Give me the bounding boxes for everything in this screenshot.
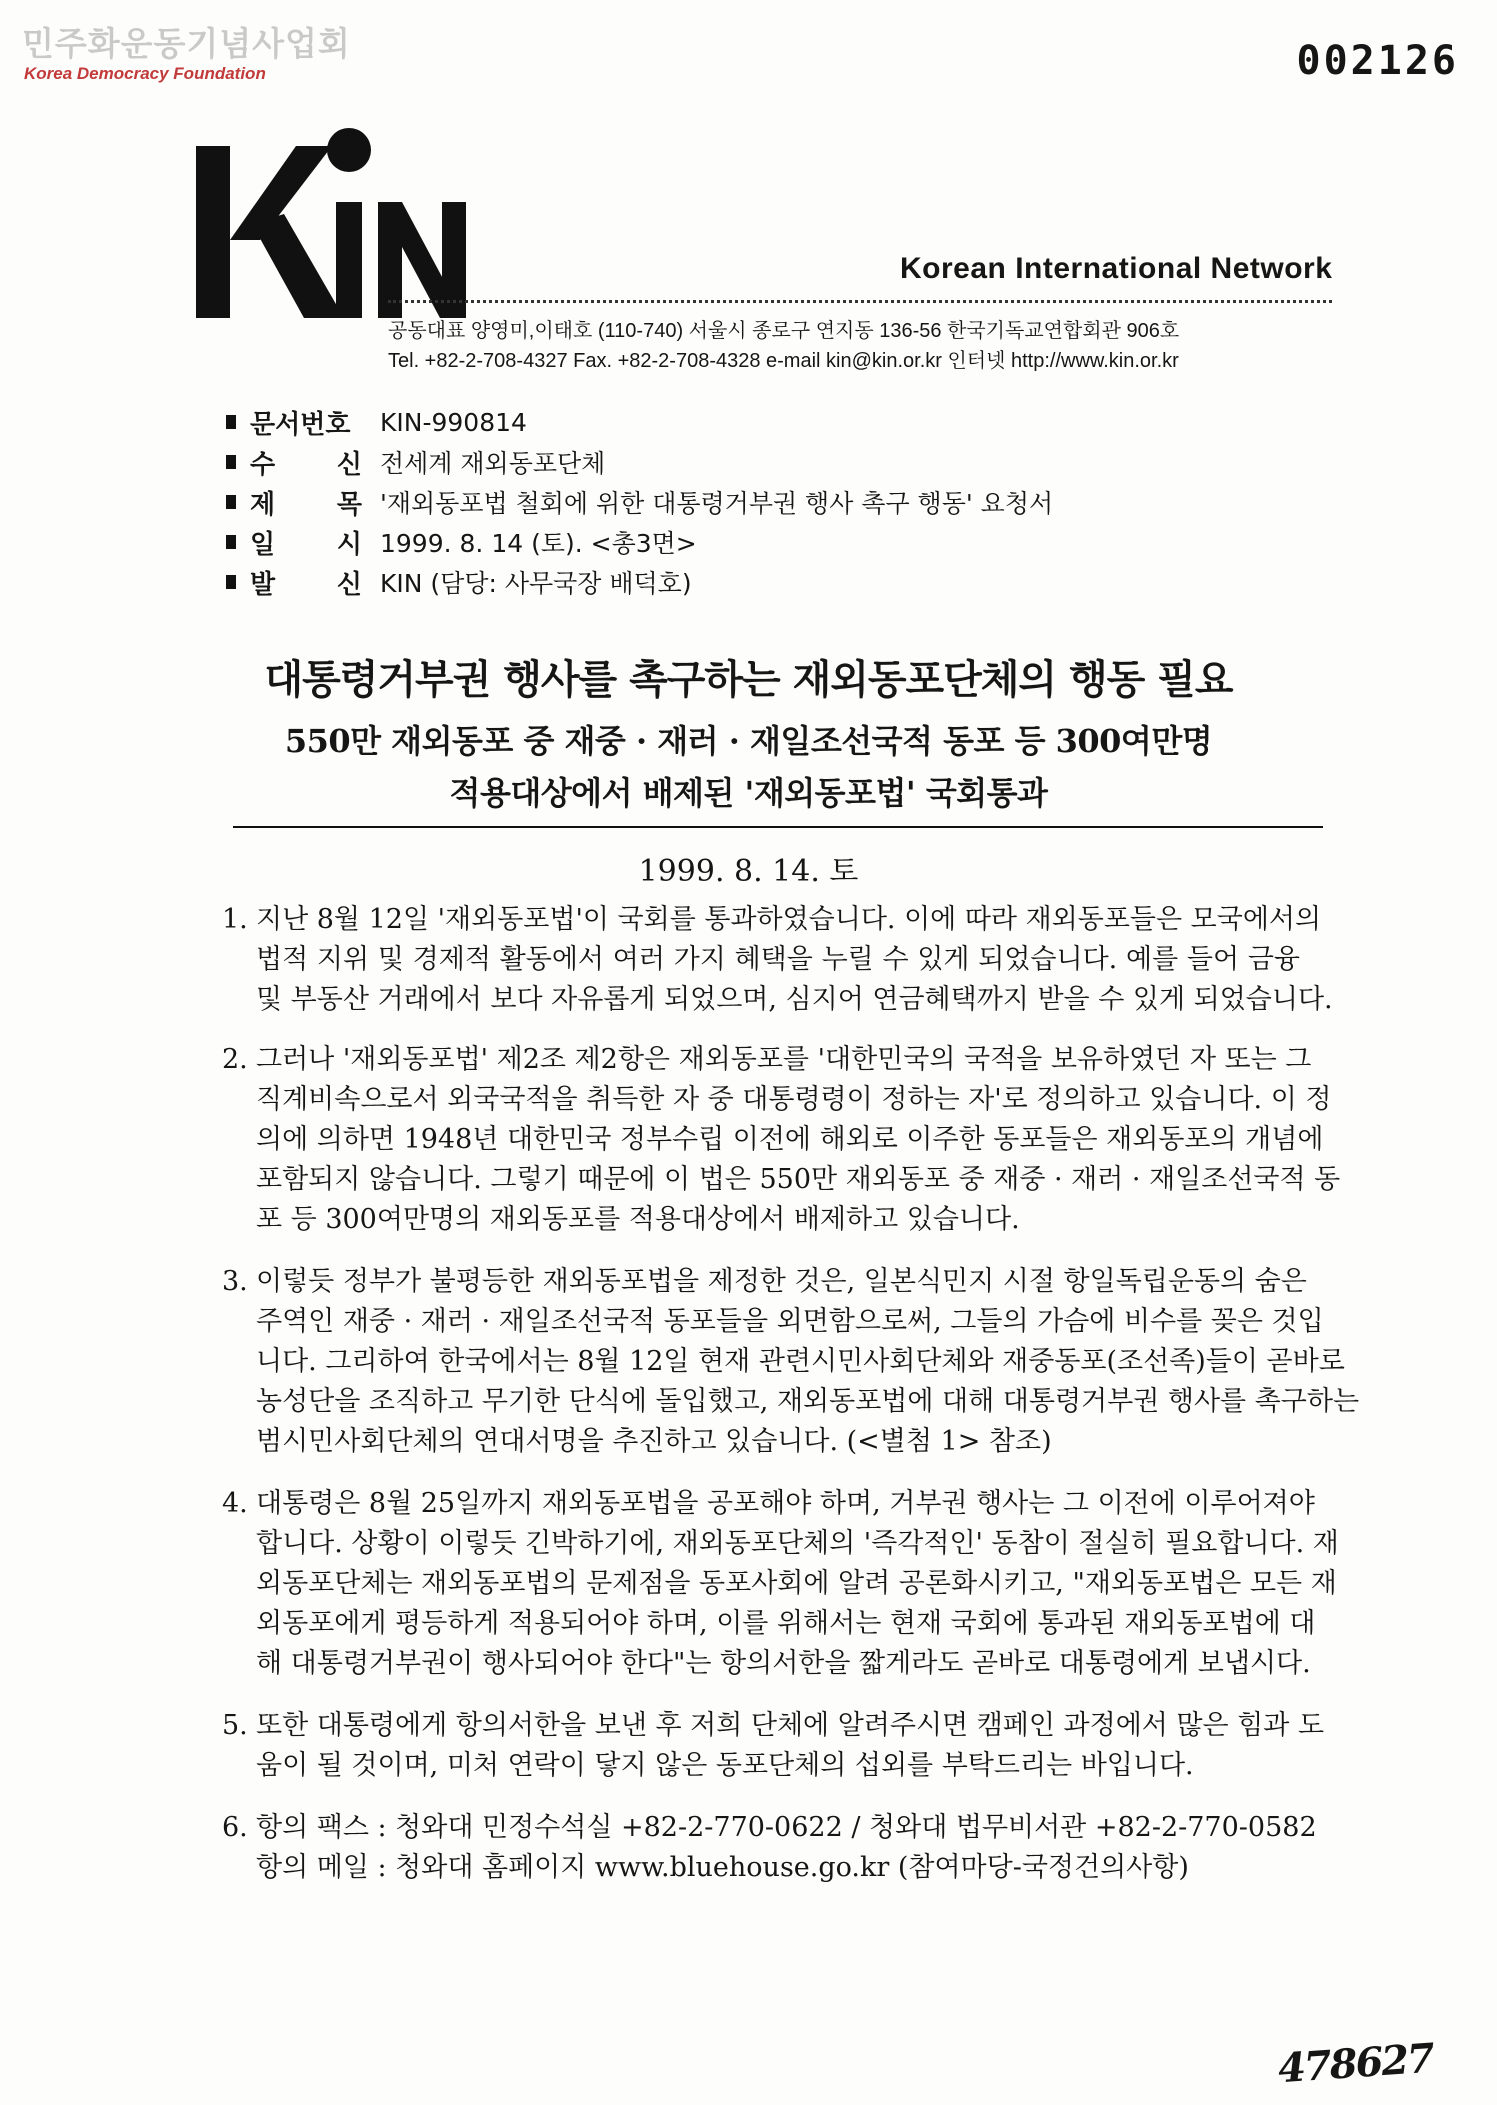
- paragraph-number: 2.: [222, 1044, 248, 1075]
- paragraph-line: 농성단을 조직하고 무기한 단식에 돌입했고, 재외동포법에 대해 대통령거부권 행사를 촉구하는: [256, 1386, 1360, 1417]
- paragraph-3: [222, 1262, 1360, 1462]
- meta-value: KIN-990814: [380, 407, 527, 437]
- paragraph-line: 포 등 300여만명의 재외동포를 적용대상에서 배제하고 있습니다.: [256, 1204, 1020, 1235]
- meta-label: 신: [336, 569, 362, 600]
- paragraph-line: 해 대통령거부권이 행사되어야 한다"는 항의서한을 짧게라도 곧바로 대통령에게 보냅시다.: [256, 1648, 1311, 1679]
- meta-date: [226, 524, 697, 560]
- paragraph-number: 6.: [222, 1812, 248, 1843]
- meta-recipient: [226, 444, 605, 480]
- paragraph-line: 범시민사회단체의 연대서명을 추진하고 있습니다. (<별첨 1> 참조): [256, 1426, 1052, 1457]
- paragraph-line: 니다. 그리하여 한국에서는 8월 12일 현재 관련시민사회단체와 재중동포(조선족)들이 곧바로: [256, 1346, 1345, 1377]
- paragraph-line: 외동포에게 평등하게 적용되어야 하며, 이를 위해서는 현재 국회에 통과된 재외동포법에 대: [256, 1608, 1316, 1639]
- meta-label: 수: [250, 449, 276, 480]
- subheadline: 550만 재외동포 중 재중 · 재러 · 재일조선국적 동포 등 300여만명: [284, 722, 1213, 760]
- meta-label: 시: [336, 529, 362, 560]
- kin-logo: [196, 128, 496, 318]
- headline: 대통령거부권 행사를 촉구하는 재외동포단체의 행동 필요: [264, 657, 1233, 703]
- organization-name: Korean International Network: [900, 252, 1333, 285]
- foundation-watermark: 민주화운동기념사업회: [22, 24, 351, 63]
- paragraph-number: 5.: [222, 1710, 248, 1741]
- title-divider: [233, 826, 1323, 828]
- meta-label: 발: [250, 569, 276, 600]
- organization-address: 공동대표 양영미,이태호 (110-740) 서울시 종로구 연지동 136-56 한국기독교연합회관 906호: [388, 320, 1180, 342]
- meta-label: 문서번호: [250, 409, 351, 440]
- paragraph-line: 지난 8월 12일 '재외동포법'이 국회를 통과하였습니다. 이에 따라 재외동포들은 모국에서의: [256, 904, 1322, 935]
- meta-label: 제: [250, 489, 276, 520]
- paragraph-4: [222, 1484, 1339, 1684]
- header-divider: [388, 300, 1332, 303]
- foundation-watermark-english: Korea Democracy Foundation: [24, 64, 266, 83]
- logo-dot-icon: [327, 128, 371, 172]
- paragraph-line: 또한 대통령에게 항의서한을 보낸 후 저희 단체에 알려주시면 캠페인 과정에서 많은 힘과 도: [256, 1710, 1325, 1741]
- meta-label: 목: [336, 489, 362, 520]
- meta-value: 1999. 8. 14 (토). <총3면>: [380, 529, 697, 558]
- square-bullet-icon: [226, 415, 236, 429]
- square-bullet-icon: [226, 575, 236, 589]
- paragraph-1: [222, 900, 1333, 1020]
- paragraph-line: 의에 의하면 1948년 대한민국 정부수립 이전에 해외로 이주한 동포들은 재외동포의 개념에: [256, 1124, 1324, 1155]
- square-bullet-icon: [226, 455, 236, 469]
- paragraph-line: 움이 될 것이며, 미처 연락이 닿지 않은 동포단체의 섭외를 부탁드리는 바입니다.: [256, 1750, 1194, 1781]
- paragraph-line: 합니다. 상황이 이렇듯 긴박하기에, 재외동포단체의 '즉각적인' 동참이 절실히 필요합니다. 재: [256, 1528, 1339, 1559]
- paragraph-line: 주역인 재중 · 재러 · 재일조선국적 동포들을 외면함으로써, 그들의 가슴에 비수를 꽂은 것입: [256, 1306, 1324, 1337]
- meta-sender: [226, 564, 692, 600]
- paragraph-number: 1.: [222, 904, 248, 935]
- paragraph-2: [222, 1040, 1341, 1240]
- paragraph-line: 대통령은 8월 25일까지 재외동포법을 공포해야 하며, 거부권 행사는 그 이전에 이루어져야: [256, 1488, 1315, 1519]
- meta-doc-number: [226, 404, 527, 440]
- square-bullet-icon: [226, 495, 236, 509]
- meta-subject: [226, 484, 1053, 520]
- paragraph-5: [222, 1706, 1325, 1786]
- paragraph-line: 외동포단체는 재외동포법의 문제점을 동포사회에 알려 공론화시키고, "재외동포법은 모든 재: [256, 1568, 1337, 1599]
- paragraph-number: 4.: [222, 1488, 248, 1519]
- organization-contact: Tel. +82-2-708-4327 Fax. +82-2-708-4328 e-mail kin@kin.or.kr 인터넷 http://www.kin.or.kr: [388, 350, 1179, 372]
- meta-value: KIN (담당: 사무국장 배덕호): [380, 569, 692, 598]
- paragraph-number: 3.: [222, 1266, 248, 1297]
- paragraph-line: 이렇듯 정부가 불평등한 재외동포법을 제정한 것은, 일본식민지 시절 항일독립운동의 숨은: [256, 1266, 1307, 1297]
- meta-value: 전세계 재외동포단체: [380, 449, 606, 478]
- meta-value: '재외동포법 철회에 위한 대통령거부권 행사 촉구 행동' 요청서: [380, 489, 1054, 518]
- date-line: 1999. 8. 14. 토: [638, 854, 859, 889]
- meta-label: 일: [250, 529, 276, 560]
- paragraph-6: [222, 1808, 1317, 1888]
- protest-email-line: 항의 메일 : 청와대 홈페이지 www.bluehouse.go.kr (참여마당-국정건의사항): [256, 1852, 1189, 1883]
- archive-document-number: 002126: [1296, 38, 1459, 84]
- paragraph-line: 및 부동산 거래에서 보다 자유롭게 되었으며, 심지어 연금혜택까지 받을 수 있게 되었습니다.: [256, 984, 1333, 1015]
- protest-fax-line: 항의 팩스 : 청와대 민정수석실 +82-2-770-0622 / 청와대 법무비서관 +82-2-770-0582: [256, 1812, 1317, 1843]
- subheadline: 적용대상에서 배제된 '재외동포법' 국회통과: [449, 774, 1048, 812]
- paragraph-line: 직계비속으로서 외국국적을 취득한 자 중 대통령령이 정하는 자'로 정의하고 있습니다. 이 정: [256, 1084, 1332, 1115]
- square-bullet-icon: [226, 535, 236, 549]
- meta-label: 신: [336, 449, 362, 480]
- paragraph-line: 그러나 '재외동포법' 제2조 제2항은 재외동포를 '대한민국의 국적을 보유하였던 자 또는 그: [256, 1044, 1312, 1075]
- paragraph-line: 법적 지위 및 경제적 활동에서 여러 가지 혜택을 누릴 수 있게 되었습니다. 예를 들어 금융: [256, 944, 1300, 975]
- handwritten-note: 478627: [1276, 2034, 1435, 2093]
- paragraph-line: 포함되지 않습니다. 그렇기 때문에 이 법은 550만 재외동포 중 재중 · 재러 · 재일조선국적 동: [256, 1164, 1341, 1195]
